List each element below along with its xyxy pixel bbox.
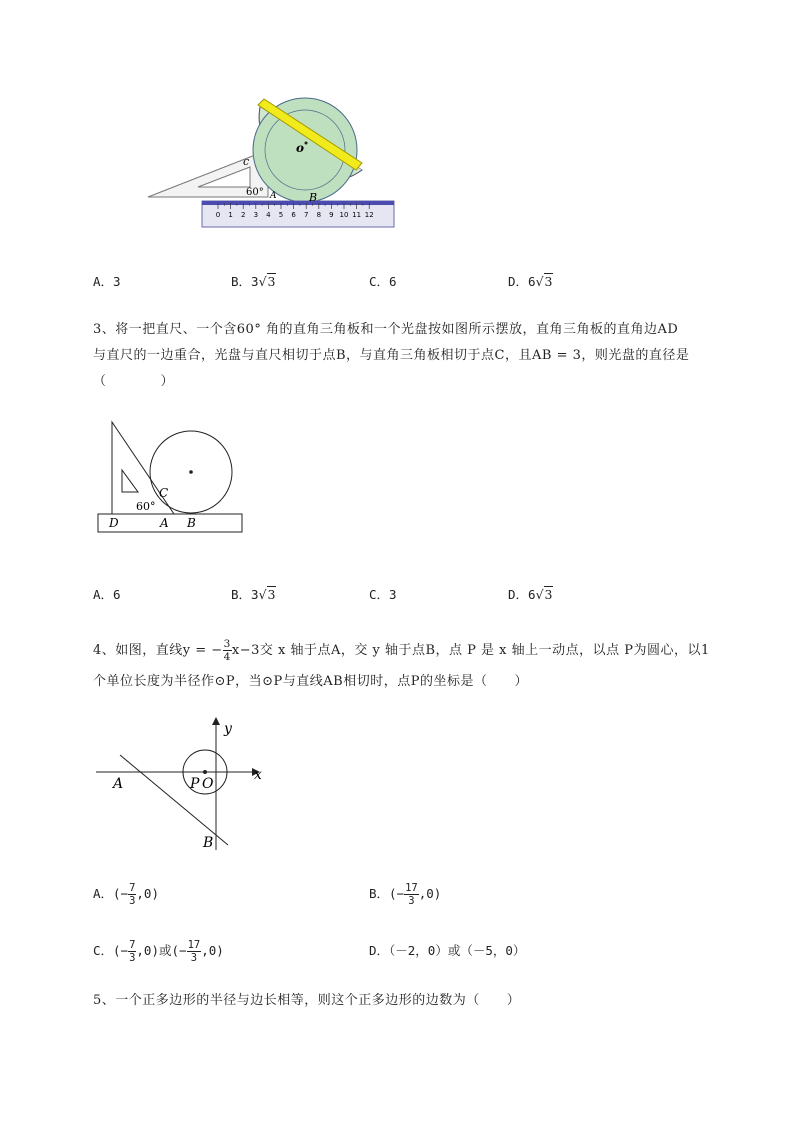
q2-ruler-tick-label: 0 xyxy=(215,211,221,219)
q4-line-2: 个单位长度为半径作⊙P，当⊙P与直线AB相切时，点P的坐标是（ ） xyxy=(93,674,528,689)
q4-label-p: P xyxy=(190,776,200,792)
q2-label-angle: 60° xyxy=(246,187,264,198)
q2-ruler-tick-label: 2 xyxy=(240,211,246,219)
q3-label-c: C xyxy=(159,486,169,500)
q4-label-y: y xyxy=(224,721,232,737)
q3-line-1: 3、将一把直尺、一个含60° 角的直角三角板和一个光盘按如图所示摆放，直角三角板的直角边AD xyxy=(93,322,679,337)
q3-line-2: 与直尺的一边重合，光盘与直尺相切于点B，与直角三角板相切于点C，且AB = 3，则光盘的直径是 xyxy=(93,348,690,363)
q5-text xyxy=(93,988,753,1014)
q2-option-a[interactable]: A．3 xyxy=(93,274,121,289)
q4-option-b[interactable]: B．(− $\frac{17}{3}$ ,0) xyxy=(369,882,442,907)
q2-ruler-tick-label: 3 xyxy=(253,211,259,219)
q3-option-d-sqrt: √3 xyxy=(535,587,553,602)
q2-ruler-tick-label: 10 xyxy=(339,211,349,219)
q3-option-b[interactable]: B．3√3 xyxy=(231,587,276,602)
q2-ruler-tick-label: 8 xyxy=(316,211,322,219)
q2-ruler-tick-label: 4 xyxy=(266,211,271,219)
q2-label-c: c xyxy=(243,155,250,168)
q3-label-d: D xyxy=(109,516,119,530)
q5-line-1: 5、一个正多边形的半径与边长相等，则这个正多边形的边数为（ ） xyxy=(93,993,521,1008)
q4-label-a: A xyxy=(113,776,124,792)
q4-option-c[interactable]: C．(− $\frac{7}{3}$ ,0)或(− $\frac{17}{3}$ ,0) xyxy=(93,939,224,964)
q4-line-ab xyxy=(120,755,228,845)
q2-option-c[interactable]: C．6 xyxy=(369,274,397,289)
q4-label-b: B xyxy=(203,835,214,851)
q2-option-d[interactable]: D．6√3 xyxy=(508,274,553,289)
q4-figure xyxy=(92,715,272,855)
q3-text xyxy=(93,317,753,395)
q3-option-b-sqrt: √3 xyxy=(258,587,276,602)
q2-option-b-sqrt: √3 xyxy=(258,274,276,289)
q2-ruler-tick-label: 5 xyxy=(278,211,284,219)
q3-line-3: （ ） xyxy=(93,374,175,389)
q4-label-o: O xyxy=(202,776,214,792)
q4-option-d[interactable]: D．（－2，0）或（－5，0） xyxy=(369,943,526,958)
q4-line-1: 4、如图，直线y = − $\frac{3}{4}$ x−3交 x 轴于点A，交 y 轴于点B，点 P 是 x 轴上一动点，以点 P为圆心，以1 xyxy=(93,638,710,663)
q2-label-o: o xyxy=(296,141,305,155)
q2-ruler-tick-label: 6 xyxy=(291,211,296,219)
q2-label-b: B xyxy=(309,191,318,204)
q2-option-b[interactable]: B．3√3 xyxy=(231,274,276,289)
q3-option-a[interactable]: A．6 xyxy=(93,587,121,602)
q3-option-c[interactable]: C．3 xyxy=(369,587,397,602)
q4-label-x: x xyxy=(254,767,262,783)
q2-figure xyxy=(140,95,410,240)
q3-label-angle: 60° xyxy=(136,500,156,513)
q2-ruler-tick-label: 9 xyxy=(329,211,334,219)
q2-label-a: A xyxy=(270,191,277,201)
q4-line-1-frac: $\frac{3}{4}$ xyxy=(223,638,231,663)
q2-ruler-tick-label: 12 xyxy=(364,211,374,219)
q3-figure xyxy=(94,418,249,538)
q2-ruler-tick-label: 1 xyxy=(228,211,233,219)
q2-option-d-sqrt: √3 xyxy=(535,274,553,289)
q3-option-d[interactable]: D．6√3 xyxy=(508,587,553,602)
q3-label-b: B xyxy=(187,516,196,530)
q4-option-a[interactable]: A．(− $\frac{7}{3}$ ,0) xyxy=(93,882,159,907)
q4-text xyxy=(93,636,763,698)
q2-ruler-tick-label: 7 xyxy=(303,211,309,219)
q3-label-a: A xyxy=(160,516,169,530)
q2-ruler-tick-label: 11 xyxy=(352,211,362,219)
q3-ruler xyxy=(98,514,242,532)
